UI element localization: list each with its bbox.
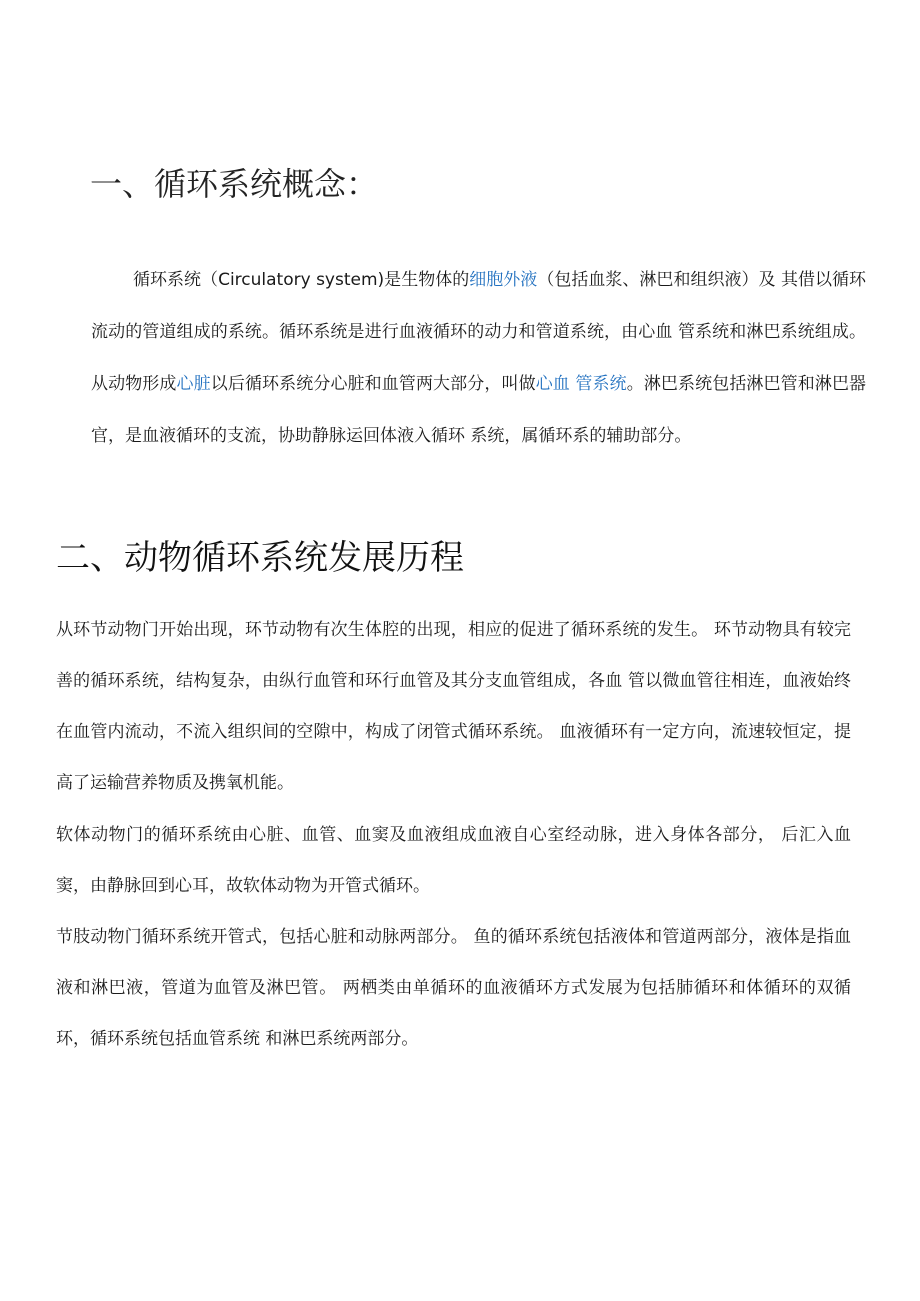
link-cardiovascular-system[interactable]: 心血 管系统 (535, 374, 627, 394)
concept-text-3: 以后循环系统分心脏和血管两大部分，叫做 (210, 374, 536, 394)
concept-paragraph (91, 254, 866, 462)
link-heart[interactable]: 心脏 (176, 374, 211, 394)
concept-section (91, 254, 866, 462)
evolution-paragraph-mollusks: 软体动物门的循环系统由心脏、血管、血窦及血液组成血液自心室经动脉，进入身体各部分， 后汇入血窦，由静脉回到心耳，故软体动物为开管式循环。 (56, 825, 851, 896)
section-heading-concept: 一、循环系统概念： (90, 165, 379, 203)
section-heading-evolution: 二、动物循环系统发展历程 (56, 538, 464, 578)
evolution-paragraph-annelids: 从环节动物门开始出现，环节动物有次生体腔的出现，相应的促进了循环系统的发生。 环节动物具有较完善的循环系统，结构复杂，由纵行血管和环行血管及其分支血管组成，各血 管以微血管往相连，血液始终在血管内流动，不流入组织间的空隙中，构成了闭管式循环系统。 血液循环有一定方向，流速较恒定，提高了运输营养物质及携氧机能。 (56, 620, 851, 793)
evolution-paragraph-arthropods: 节肢动物门循环系统开管式，包括心脏和动脉两部分。 鱼的循环系统包括液体和管道两部分，液体是指血液和淋巴液，管道为血管及淋巴管。 两栖类由单循环的血液循环方式发展为包括肺循环和体循环的双循环，循环系统包括血管系统 和淋巴系统两部分。 (56, 927, 851, 1049)
link-extracellular-fluid[interactable]: 细胞外液 (469, 270, 538, 290)
concept-text-1: 循环系统（Circulatory system)是生物体的 (133, 270, 470, 290)
concept-text-2: （包括血浆、淋巴和组织液）及 其借以循环流动的管道组成的系统。循环系统是进行血液循环的动力和管道系统，由心血 管系统和淋巴系统组成。从动物形成 (91, 270, 867, 394)
concept-text-4: 。淋巴系统包括淋巴管和淋巴器官，是血液循环的支流，协助静脉运回体液入循环 系统，属循环系的辅助部分。 (91, 374, 867, 446)
